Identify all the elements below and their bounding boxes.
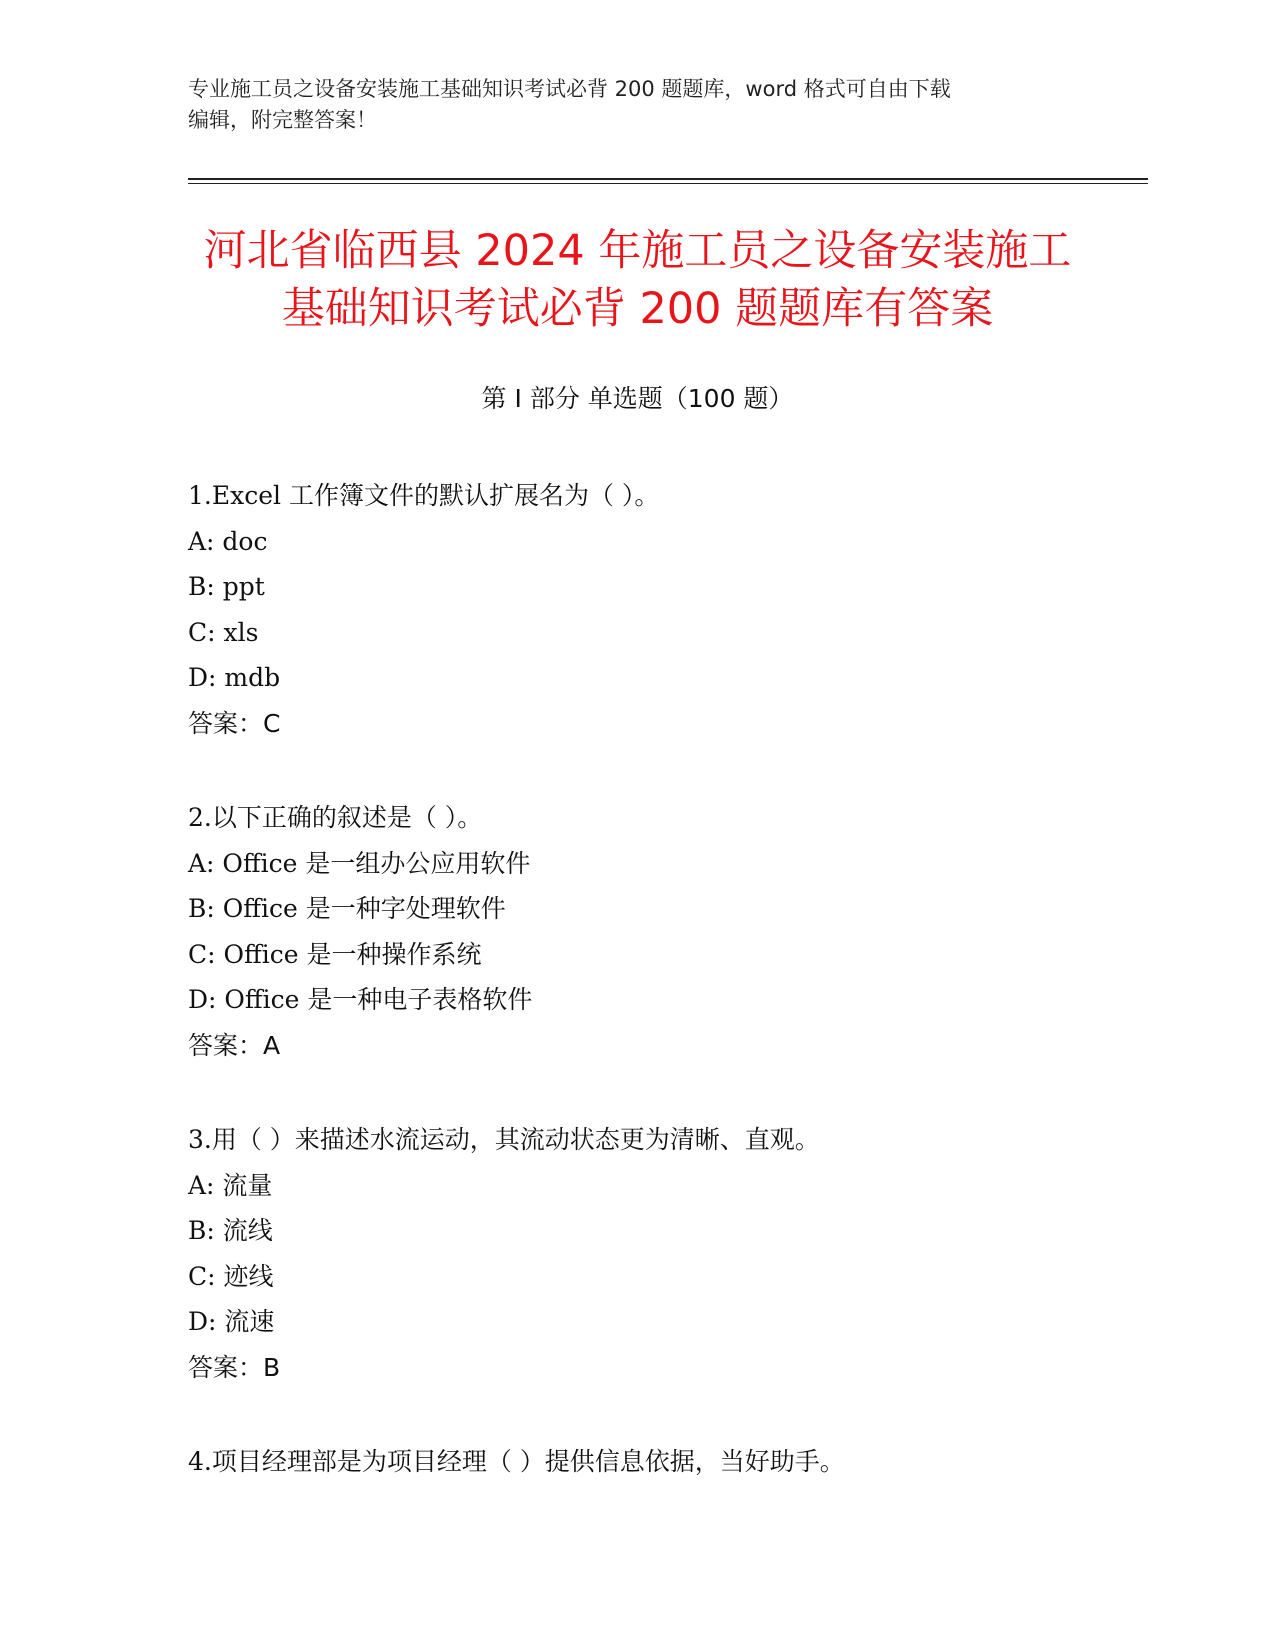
option-a: A: doc [188, 526, 268, 556]
question-2 [188, 795, 1138, 1068]
document-title: 河北省临西县 2024 年施工员之设备安装施工 基础知识考试必背 200 题题库有答案 [203, 226, 1072, 334]
section-heading: 第 I 部分 单选题（100 题） [481, 384, 794, 413]
option-d: D: Office 是一种电子表格软件 [188, 985, 533, 1014]
header-divider-thick [188, 178, 1148, 180]
question-stem: 3.用（ ）来描述水流运动，其流动状态更为清晰、直观。 [188, 1125, 820, 1154]
option-b: B: ppt [188, 572, 265, 601]
question-stem: 2.以下正确的叙述是（ ）。 [188, 803, 483, 832]
answer: 答案：B [188, 1352, 281, 1382]
option-a: A: 流量 [188, 1170, 273, 1200]
option-c: C: xls [188, 617, 259, 647]
question-3 [188, 1117, 1138, 1390]
option-d: D: mdb [188, 663, 281, 692]
question-4 [188, 1439, 1138, 1485]
question-stem: 1.Excel 工作簿文件的默认扩展名为（ ）。 [188, 481, 660, 510]
option-c: C: Office 是一种操作系统 [188, 939, 482, 969]
question-stem: 4.项目经理部是为项目经理（ ）提供信息依据，当好助手。 [188, 1447, 845, 1476]
option-d: D: 流速 [188, 1307, 275, 1336]
option-a: A: Office 是一组办公应用软件 [188, 848, 531, 878]
answer: 答案：A [188, 1030, 281, 1060]
option-b: B: Office 是一种字处理软件 [188, 894, 506, 923]
option-c: C: 迹线 [188, 1261, 274, 1291]
answer: 答案：C [188, 708, 281, 738]
option-b: B: 流线 [188, 1216, 273, 1245]
header-note: 专业施工员之设备安装施工基础知识考试必背 200 题题库，word 格式可自由下载 编辑，附完整答案！ [188, 77, 951, 132]
question-1 [188, 473, 1138, 746]
header-divider-thin [188, 183, 1148, 184]
